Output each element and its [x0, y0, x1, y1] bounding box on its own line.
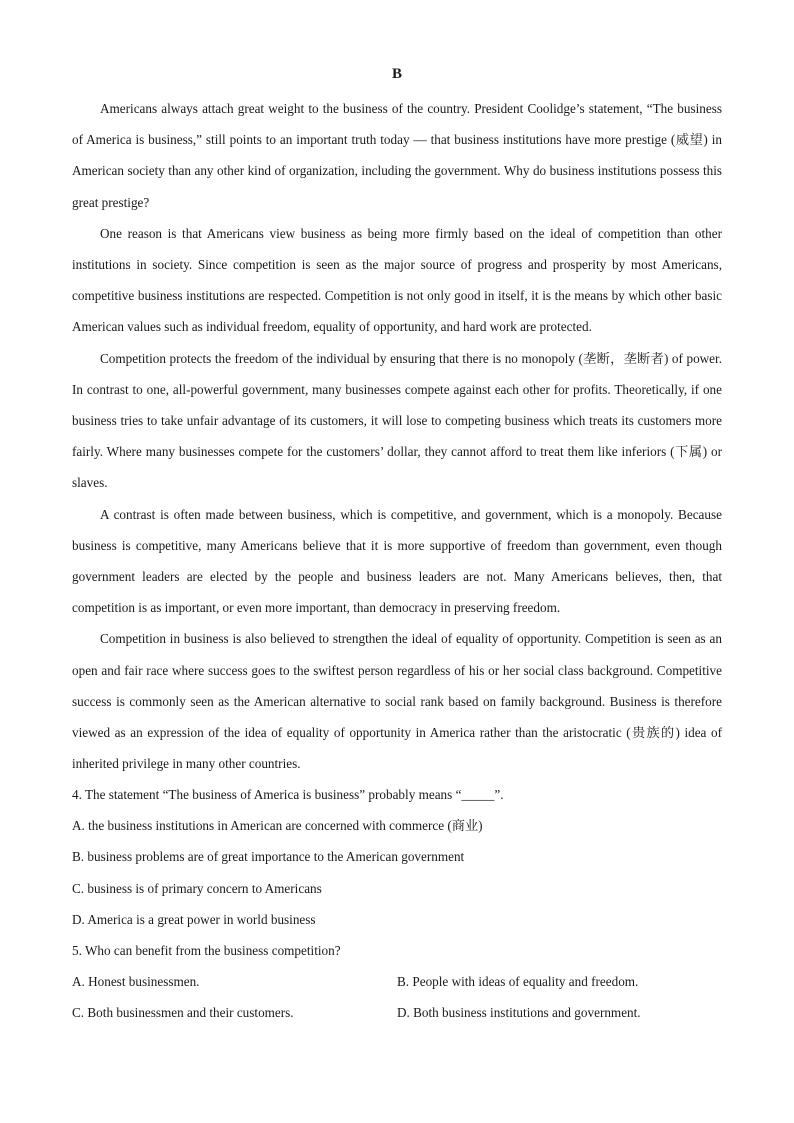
question-4-option-a: A. the business institutions in American are concerned with commerce (商业)	[72, 818, 483, 834]
question-5-options-row-2	[72, 997, 722, 1028]
section-heading: B	[391, 66, 402, 82]
question-4-option-d: D. America is a great power in world business	[72, 911, 316, 927]
question-5-option-b: B. People with ideas of equality and freedom.	[397, 974, 639, 990]
passage-paragraph-3: Competition protects the freedom of the individual by ensuring that there is no monopoly (垄断，垄断者) of power. In contrast to one, all-powerful government, many businesses compete against each other for profits. Theoretically, if one business tries to take unfair advantage of its customers, it will lose to competing business which treats its customers more fairly. Where many businesses compete for the customers’ dollar, they cannot afford to treat them like inferiors (下属) or slaves.	[72, 350, 722, 491]
questions-section	[72, 779, 722, 1029]
question-4-stem: 4. The statement “The business of America is business” probably means “_____”.	[72, 787, 504, 802]
passage-paragraph-5: Competition in business is also believed to strengthen the ideal of equality of opportunity. Competition is seen as an open and fair race where success goes to the swiftest person regardless of his or her social class background. Competitive success is commonly seen as the American alternative to social rank based on family background. Business is therefore viewed as an expression of the idea of equality of opportunity in America rather than the aristocratic (贵族的) idea of inherited privilege in many other countries.	[72, 631, 722, 772]
question-5-stem: 5. Who can benefit from the business competition?	[72, 942, 341, 958]
question-4-option-c: C. business is of primary concern to Americans	[72, 880, 322, 896]
question-4-option-b: B. business problems are of great importance to the American government	[72, 849, 465, 865]
question-5-option-c: C. Both businessmen and their customers.	[72, 1005, 294, 1021]
reading-passage	[72, 93, 722, 779]
question-5-option-a: A. Honest businessmen.	[72, 974, 200, 990]
passage-paragraph-4: A contrast is often made between business, which is competitive, and government, which is a monopoly. Because business is competitive, many Americans believe that it is more supportive of freedom than government, even though government leaders are elected by the people and business leaders are not. Many Americans believes, then, that competition is as important, or even more important, than democracy in preserving freedom.	[72, 506, 722, 616]
passage-paragraph-2: One reason is that Americans view business as being more firmly based on the ideal of competition than other institutions in society. Since competition is seen as the major source of progress and prosperity by most Americans, competitive business institutions are respected. Competition is not only good in itself, it is the means by which other basic American values such as individual freedom, equality of opportunity, and hard work are protected.	[72, 225, 722, 335]
question-5-option-d: D. Both business institutions and government.	[397, 1005, 641, 1021]
passage-paragraph-1: Americans always attach great weight to the business of the country. President Coolidge’s statement, “The business of America is business,” still points to an important truth today — that business institutions have more prestige (威望) in American society than any other kind of organization, including the government. Why do business institutions possess this great prestige?	[72, 101, 722, 210]
question-5-options-row-1	[72, 966, 722, 997]
